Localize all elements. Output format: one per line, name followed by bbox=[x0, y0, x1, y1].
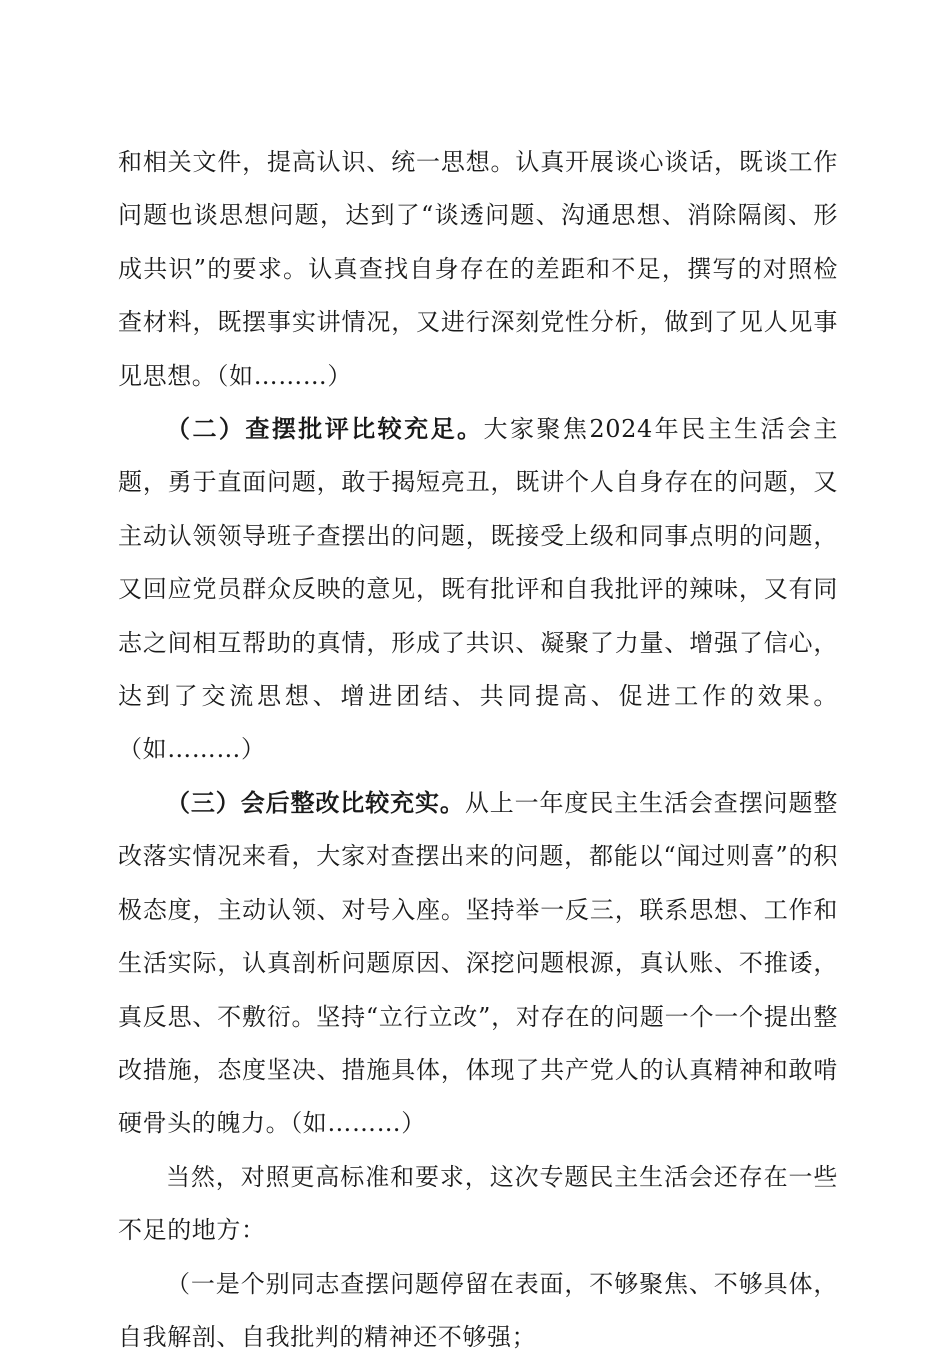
section-2-body: 大家聚焦2024年民主生活会主题，勇于直面问题，敢于揭短亮丑，既讲个人自身存在的问题，又主动认领领导班子查摆出的问题，既接受上级和同事点明的问题，又回应党员群众反映的意见，既有批评和自我批评的辣味，又有同志之间相互帮助的真情，形成了共识、凝聚了力量、增强了信心，达到了交流思想、增进团结、共同提高、促进工作的效果。（如………） bbox=[118, 415, 839, 764]
paragraph-shortcoming-1: （一是个别同志查摆问题停留在表面，不够聚焦、不够具体，自我解剖、自我批判的精神还不够强； bbox=[118, 1269, 838, 1351]
paragraph-section-2 bbox=[118, 403, 838, 777]
paragraph-shortcomings-intro: 当然，对照更高标准和要求，这次专题民主生活会还存在一些不足的地方： bbox=[118, 1162, 838, 1245]
paragraph-section-3 bbox=[118, 777, 838, 1151]
section-3-body: 从上一年度民主生活会查摆问题整改落实情况来看，大家对查摆出来的问题，都能以“闻过则喜”的积极态度，主动认领、对号入座。坚持举一反三，联系思想、工作和生活实际，认真剖析问题原因、深挖问题根源，真认账、不推诿，真反思、不敷衍。坚持“立行立改”，对存在的问题一个一个提出整改措施，态度坚决、措施具体，体现了共产党人的认真精神和敢啃硬骨头的魄力。（如………） bbox=[118, 788, 839, 1138]
paragraph-intro-continuation: 和相关文件，提高认识、统一思想。认真开展谈心谈话，既谈工作问题也谈思想问题，达到了“谈透问题、沟通思想、消除隔阂、形成共识”的要求。认真查找自身存在的差距和不足，撰写的对照检查材料，既摆事实讲情况，又进行深刻党性分析，做到了见人见事见思想。（如………） bbox=[118, 148, 838, 390]
document-body bbox=[118, 136, 838, 1364]
section-3-heading: （三）会后整改比较充实。 bbox=[166, 788, 465, 817]
section-2-heading: （二）查摆批评比较充足。 bbox=[166, 415, 484, 444]
